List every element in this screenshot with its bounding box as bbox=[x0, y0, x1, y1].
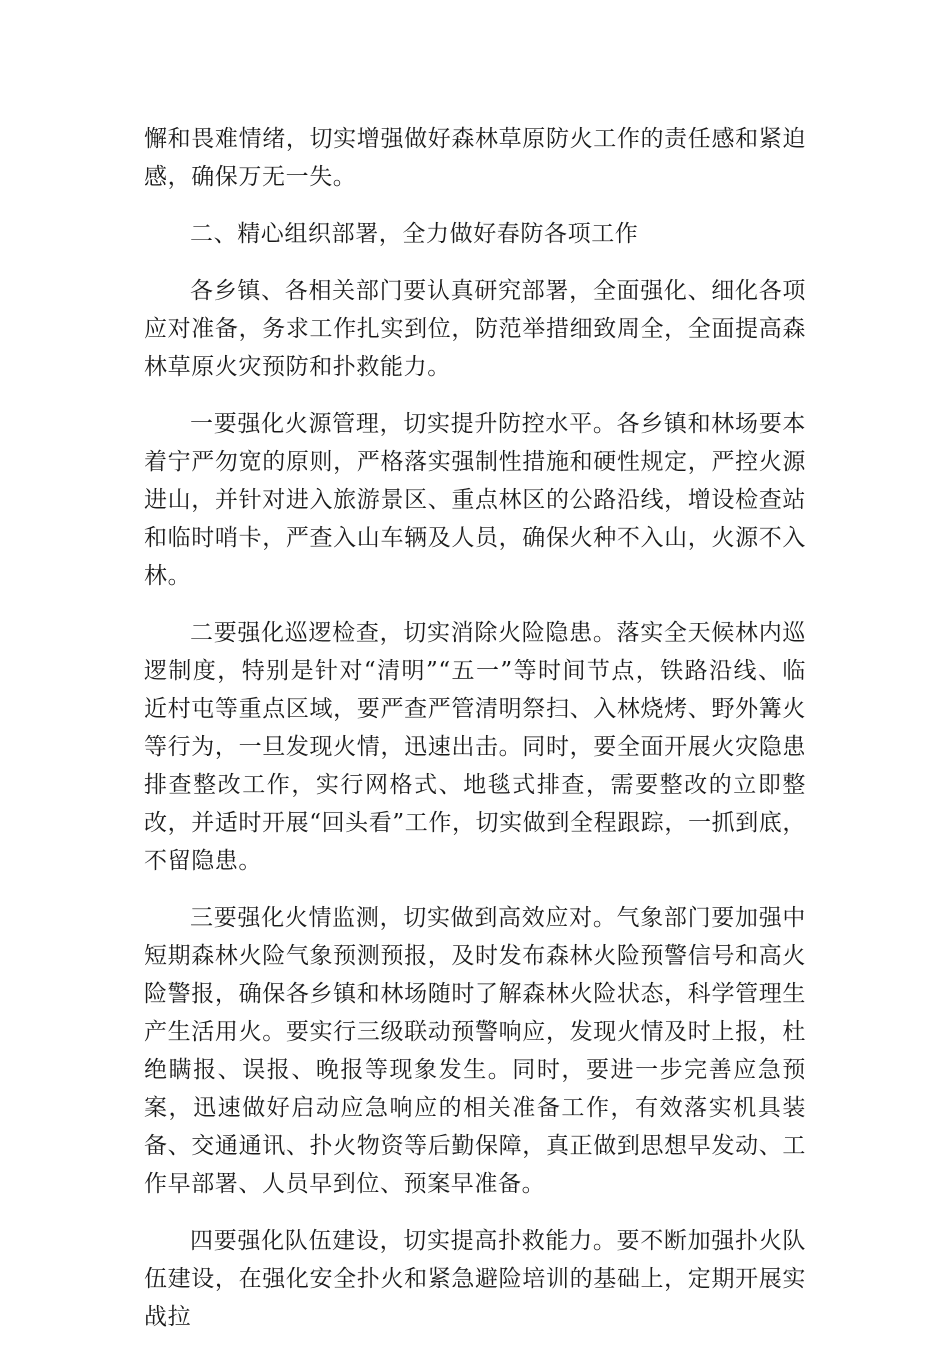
paragraph-continuation: 懈和畏难情绪，切实增强做好森林草原防火工作的责任感和紧迫感，确保万无一失。 bbox=[144, 126, 806, 190]
paragraph-fire-source: 一要强化火源管理，切实提升防控水平。各乡镇和林场要本着宁严勿宽的原则，严格落实强制性措施和硬性规定，严控火源进山，并针对进入旅游景区、重点林区的公路沿线，增设检查站和临时哨卡，严查入山车辆及人员，确保火种不入山，火源不入林。 bbox=[144, 411, 806, 589]
paragraph-monitoring: 三要强化火情监测，切实做到高效应对。气象部门要加强中短期森林火险气象预测预报，及时发布森林火险预警信号和高火险警报，确保各乡镇和林场随时了解森林火险状态，科学管理生产生活用火。要实行三级联动预警响应，发现火情及时上报，杜绝瞒报、误报、晚报等现象发生。同时，要进一步完善应急预案，迅速做好启动应急响应的相关准备工作，有效落实机具装备、交通通讯、扑火物资等后勤保障，真正做到思想早发动、工作早部署、人员早到位、预案早准备。 bbox=[144, 905, 806, 1197]
paragraph-patrol: 二要强化巡逻检查，切实消除火险隐患。落实全天候林内巡逻制度，特别是针对“清明”“五一”等时间节点，铁路沿线、临近村屯等重点区域，要严查严管清明祭扫、入林烧烤、野外篝火等行为，一旦发现火情，迅速出击。同时，要全面开展火灾隐患排查整改工作，实行网格式、地毯式排查，需要整改的立即整改，并适时开展“回头看”工作，切实做到全程跟踪，一抓到底，不留隐患。 bbox=[144, 620, 806, 874]
section-heading: 二、精心组织部署，全力做好春防各项工作 bbox=[190, 221, 639, 247]
document-page bbox=[144, 120, 806, 1355]
paragraph-team-building: 四要强化队伍建设，切实提高扑救能力。要不断加强扑火队伍建设，在强化安全扑火和紧急避险培训的基础上，定期开展实战拉 bbox=[144, 1228, 806, 1330]
paragraph-intro: 各乡镇、各相关部门要认真研究部署，全面强化、细化各项应对准备，务求工作扎实到位，防范举措细致周全，全面提高森林草原火灾预防和扑救能力。 bbox=[144, 278, 806, 380]
